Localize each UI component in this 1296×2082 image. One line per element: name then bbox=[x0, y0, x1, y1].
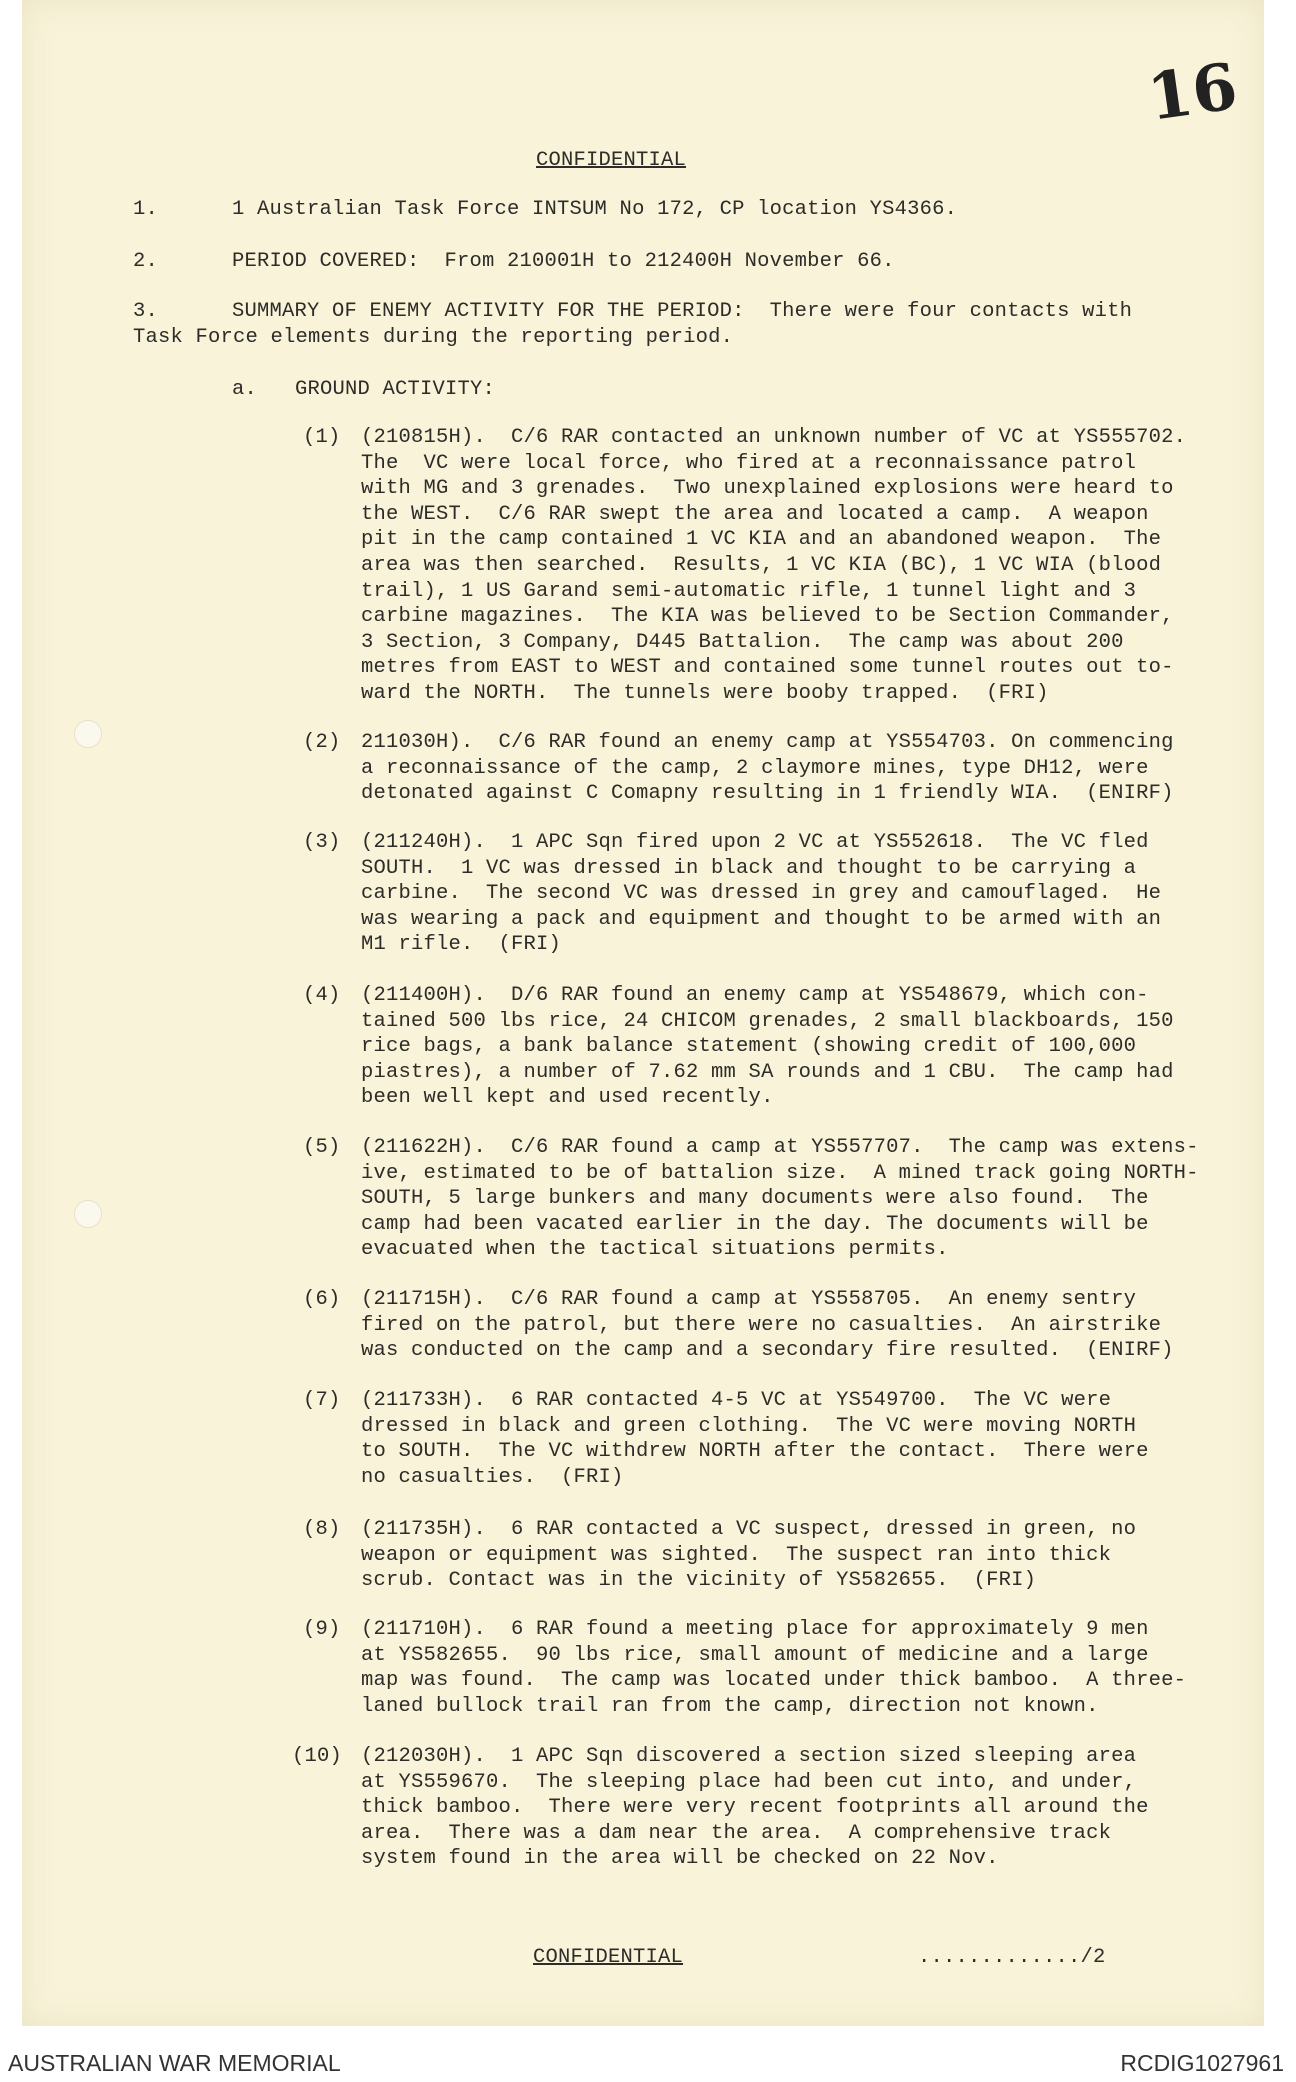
continuation-marker: ............./2 bbox=[918, 1946, 1106, 1969]
item-text-line: no casualties. (FRI) bbox=[361, 1465, 624, 1489]
item-text-line: a reconnaissance of the camp, 2 claymore mines, type DH12, were bbox=[361, 756, 1149, 780]
item-text-line: fired on the patrol, but there were no casualties. An airstrike bbox=[361, 1313, 1162, 1337]
item-text-line: dressed in black and green clothing. The VC were moving NORTH bbox=[361, 1414, 1137, 1438]
item-text-line: 3 Section, 3 Company, D445 Battalion. The camp was about 200 bbox=[361, 630, 1124, 654]
item-text-line: map was found. The camp was located under thick bamboo. A three- bbox=[361, 1669, 1187, 1693]
item-text-line: weapon or equipment was sighted. The suspect ran into thick bbox=[361, 1543, 1112, 1567]
item-number: (4) bbox=[303, 984, 341, 1007]
item-text-line: was wearing a pack and equipment and thought to be armed with an bbox=[361, 907, 1162, 931]
item-number: (6) bbox=[303, 1288, 341, 1311]
item-text-line: area was then searched. Results, 1 VC KIA (BC), 1 VC WIA (blood bbox=[361, 554, 1162, 577]
item-text-line: (211710H). 6 RAR found a meeting place for approximately 9 men bbox=[361, 1618, 1149, 1641]
item-text-line: (210815H). C/6 RAR contacted an unknown number of VC at YS555702. bbox=[361, 426, 1187, 449]
sub-a-title: GROUND ACTIVITY: bbox=[295, 378, 496, 401]
para-1-number: 1. bbox=[133, 198, 159, 221]
item-number: (10) bbox=[292, 1745, 343, 1768]
sub-a-number: a. bbox=[232, 378, 258, 401]
item-text-line: at YS582655. 90 lbs rice, small amount of medicine and a large bbox=[361, 1643, 1149, 1667]
item-number: (5) bbox=[303, 1136, 341, 1159]
item-text-line: thick bamboo. There were very recent footprints all around the bbox=[361, 1796, 1149, 1820]
item-text-line: The VC were local force, who fired at a reconnaissance patrol bbox=[361, 451, 1137, 475]
archive-id: RCDIG1027961 bbox=[1120, 2050, 1284, 2076]
para-2-number: 2. bbox=[133, 250, 159, 273]
item-text-line: carbine magazines. The KIA was believed to be Section Commander, bbox=[361, 605, 1174, 629]
item-text-line: (211622H). C/6 RAR found a camp at YS557707. The camp was extens- bbox=[361, 1136, 1199, 1159]
item-text-line: pit in the camp contained 1 VC KIA and an abandoned weapon. The bbox=[361, 528, 1162, 552]
punch-hole bbox=[74, 720, 102, 748]
item-text-line: ive, estimated to be of battalion size. A mined track going NORTH- bbox=[361, 1161, 1199, 1185]
item-text-line: scrub. Contact was in the vicinity of YS582655. (FRI) bbox=[361, 1569, 1037, 1593]
item-text-line: trail), 1 US Garand semi-automatic rifle, 1 tunnel light and 3 bbox=[361, 579, 1137, 603]
item-number: (8) bbox=[303, 1518, 341, 1541]
item-text-line: tained 500 lbs rice, 24 CHICOM grenades, 2 small blackboards, 150 bbox=[361, 1009, 1174, 1033]
item-number: (3) bbox=[303, 831, 341, 854]
item-text-line: camp had been vacated earlier in the day. The documents will be bbox=[361, 1212, 1149, 1236]
item-text-line: ward the NORTH. The tunnels were booby trapped. (FRI) bbox=[361, 682, 1049, 705]
item-text-line: was conducted on the camp and a secondary fire resulted. (ENIRF) bbox=[361, 1339, 1174, 1363]
item-text-line: 211030H). C/6 RAR found an enemy camp at YS554703. On commencing bbox=[361, 731, 1174, 754]
header-confidential: CONFIDENTIAL bbox=[536, 149, 687, 172]
item-text-line: with MG and 3 grenades. Two unexplained explosions were heard to bbox=[361, 477, 1174, 501]
footer-confidential: CONFIDENTIAL bbox=[533, 1946, 684, 1969]
item-text-line: to SOUTH. The VC withdrew NORTH after the contact. There were bbox=[361, 1440, 1149, 1464]
item-number: (7) bbox=[303, 1389, 341, 1412]
item-text-line: (212030H). 1 APC Sqn discovered a section sized sleeping area bbox=[361, 1745, 1137, 1768]
item-text-line: the WEST. C/6 RAR swept the area and located a camp. A weapon bbox=[361, 502, 1149, 526]
item-text-line: metres from EAST to WEST and contained some tunnel routes out to- bbox=[361, 656, 1174, 680]
item-text-line: SOUTH. 1 VC was dressed in black and thought to be carrying a bbox=[361, 856, 1137, 880]
punch-hole bbox=[74, 1200, 102, 1228]
item-number: (9) bbox=[303, 1618, 341, 1641]
item-text-line: (211400H). D/6 RAR found an enemy camp at YS548679, which con- bbox=[361, 984, 1149, 1007]
para-3-number: 3. bbox=[133, 300, 159, 323]
item-text-line: piastres), a number of 7.62 mm SA rounds and 1 CBU. The camp had bbox=[361, 1060, 1174, 1084]
para-3-line1: SUMMARY OF ENEMY ACTIVITY FOR THE PERIOD: There were four contacts with bbox=[232, 300, 1133, 323]
item-text-line: carbine. The second VC was dressed in grey and camouflaged. He bbox=[361, 882, 1162, 906]
handwritten-page-number: 16 bbox=[1143, 49, 1242, 136]
item-text-line: laned bullock trail ran from the camp, direction not known. bbox=[361, 1694, 1099, 1718]
archive-label: AUSTRALIAN WAR MEMORIAL bbox=[8, 2050, 341, 2076]
item-text-line: area. There was a dam near the area. A comprehensive track bbox=[361, 1821, 1112, 1845]
item-text-line: (211240H). 1 APC Sqn fired upon 2 VC at YS552618. The VC fled bbox=[361, 831, 1149, 854]
item-text-line: rice bags, a bank balance statement (showing credit of 100,000 bbox=[361, 1035, 1137, 1059]
item-text-line: at YS559670. The sleeping place had been cut into, and under, bbox=[361, 1770, 1137, 1794]
item-text-line: (211715H). C/6 RAR found a camp at YS558705. An enemy sentry bbox=[361, 1288, 1137, 1311]
item-number: (1) bbox=[303, 426, 341, 449]
item-number: (2) bbox=[303, 731, 341, 754]
item-text-line: M1 rifle. (FRI) bbox=[361, 933, 562, 957]
para-1-text: 1 Australian Task Force INTSUM No 172, CP location YS4366. bbox=[232, 198, 958, 221]
item-text-line: SOUTH, 5 large bunkers and many documents were also found. The bbox=[361, 1187, 1149, 1211]
para-2-text: PERIOD COVERED: From 210001H to 212400H November 66. bbox=[232, 250, 895, 273]
para-3-line2: Task Force elements during the reporting period. bbox=[133, 326, 734, 349]
item-text-line: evacuated when the tactical situations permits. bbox=[361, 1238, 949, 1262]
item-text-line: (211735H). 6 RAR contacted a VC suspect, dressed in green, no bbox=[361, 1518, 1137, 1541]
item-text-line: system found in the area will be checked on 22 Nov. bbox=[361, 1847, 999, 1871]
item-text-line: (211733H). 6 RAR contacted 4-5 VC at YS549700. The VC were bbox=[361, 1389, 1112, 1412]
item-text-line: been well kept and used recently. bbox=[361, 1086, 774, 1110]
item-text-line: detonated against C Comapny resulting in 1 friendly WIA. (ENIRF) bbox=[361, 782, 1174, 806]
